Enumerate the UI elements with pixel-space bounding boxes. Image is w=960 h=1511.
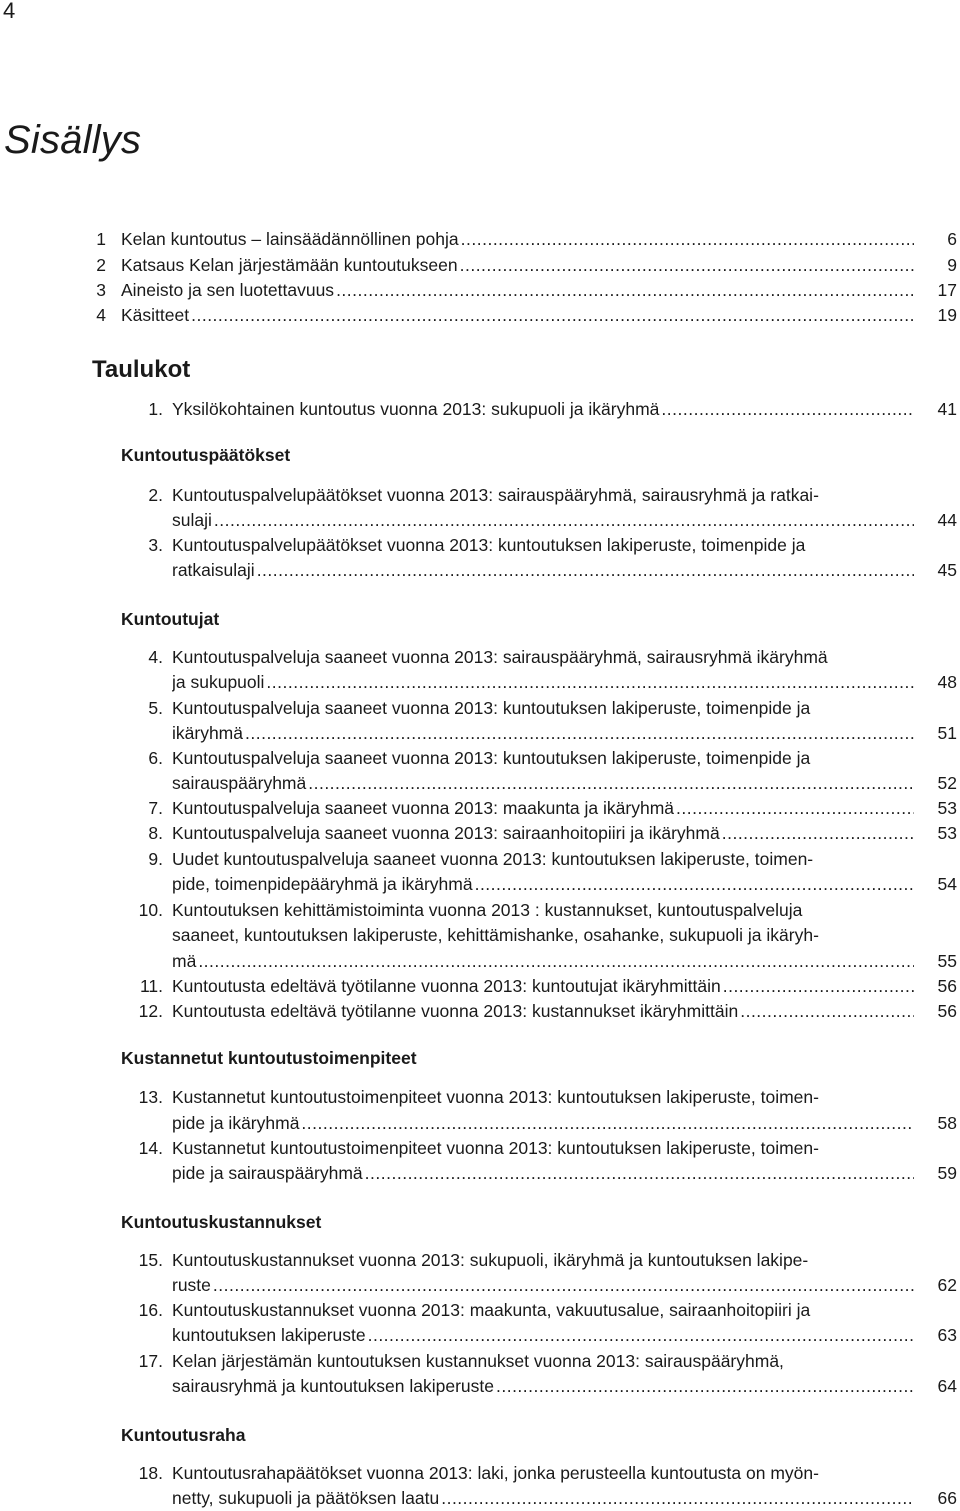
group-heading: Kuntoutuskustannukset <box>121 1212 322 1232</box>
entry-number: 16. <box>138 1300 163 1320</box>
entry-title: Kuntoutuspalveluja saaneet vuonna 2013: kuntoutuksen lakiperuste, toimenpide ja <box>172 698 811 718</box>
entry-page-number: 59 <box>937 1163 957 1183</box>
entry-number: 8. <box>148 823 163 843</box>
dot-leader <box>368 1323 914 1347</box>
toc-table-entry[interactable] <box>0 999 960 1023</box>
entry-title: Aineisto ja sen luotettavuus <box>121 280 335 300</box>
entry-number: 1 <box>96 229 106 249</box>
entry-title-continued: pide ja ikäryhmä <box>172 1113 300 1133</box>
entry-title: Kuntoutuspalveluja saaneet vuonna 2013: kuntoutuksen lakiperuste, toimenpide ja <box>172 748 811 768</box>
entry-number: 4. <box>148 647 163 667</box>
page-title: Sisällys <box>4 118 142 162</box>
entry-number: 2. <box>148 485 163 505</box>
entry-title-continued: sairauspääryhmä <box>172 773 307 793</box>
entry-number: 17. <box>138 1351 163 1371</box>
entry-number: 5. <box>148 698 163 718</box>
group-heading: Kuntoutuspäätökset <box>121 445 291 465</box>
entry-number: 12. <box>138 1001 163 1021</box>
entry-title-continued: kuntoutuksen lakiperuste <box>172 1325 366 1345</box>
group-heading: Kustannetut kuntoutustoimenpiteet <box>121 1048 417 1068</box>
entry-page-number: 63 <box>937 1325 957 1345</box>
toc-table-entry[interactable] <box>0 397 960 421</box>
entry-title: Kuntoutusta edeltävä työtilanne vuonna 2013: kuntoutujat ikäryhmittäin <box>172 976 721 996</box>
entry-title: Yksilökohtainen kuntoutus vuonna 2013: sukupuoli ja ikäryhmä <box>172 399 660 419</box>
entry-number: 14. <box>138 1138 163 1158</box>
entry-page-number: 9 <box>947 255 957 275</box>
entry-title-continued: mä <box>172 951 197 971</box>
entry-title: Kustannetut kuntoutustoimenpiteet vuonna 2013: kuntoutuksen lakiperuste, toimen- <box>172 1138 819 1158</box>
toc-table-entry[interactable] <box>0 796 960 820</box>
dot-leader <box>661 397 914 421</box>
entry-title: Kuntoutuskustannukset vuonna 2013: sukupuoli, ikäryhmä ja kuntoutuksen lakipe- <box>172 1250 809 1270</box>
entry-page-number: 53 <box>937 823 957 843</box>
section-title-tables: Taulukot <box>92 356 191 383</box>
group-heading: Kuntoutusraha <box>121 1425 246 1445</box>
entry-title: Käsitteet <box>121 305 190 325</box>
entry-page-number: 6 <box>947 229 957 249</box>
dot-leader <box>198 949 914 973</box>
entry-title: Kuntoutuspalveluja saaneet vuonna 2013: maakunta ja ikäryhmä <box>172 798 675 818</box>
entry-number: 4 <box>96 305 106 325</box>
dot-leader <box>214 508 914 532</box>
dot-leader <box>475 872 914 896</box>
entry-title: Kelan kuntoutus – lainsäädännöllinen pohja <box>121 229 459 249</box>
dot-leader <box>722 821 914 845</box>
entry-page-number: 19 <box>937 305 957 325</box>
entry-page-number: 66 <box>937 1488 957 1508</box>
dot-leader <box>441 1486 914 1510</box>
entry-title: Kuntoutusta edeltävä työtilanne vuonna 2013: kustannukset ikäryhmittäin <box>172 1001 739 1021</box>
entry-title: Kuntoutuspalvelupäätökset vuonna 2013: sairauspääryhmä, sairausryhmä ja ratkai- <box>172 485 819 505</box>
group-heading: Kuntoutujat <box>121 609 220 629</box>
dot-leader <box>245 721 914 745</box>
page-number: 4 <box>3 0 16 23</box>
entry-page-number: 45 <box>937 560 957 580</box>
dot-leader <box>676 796 914 820</box>
entry-title-continued: pide, toimenpidepääryhmä ja ikäryhmä <box>172 874 473 894</box>
dot-leader <box>365 1161 914 1185</box>
entry-title: Kustannetut kuntoutustoimenpiteet vuonna 2013: kuntoutuksen lakiperuste, toimen- <box>172 1087 819 1107</box>
dot-leader <box>308 771 914 795</box>
dot-leader <box>266 670 914 694</box>
entry-page-number: 54 <box>937 874 957 894</box>
toc-table-entry[interactable] <box>0 974 960 998</box>
entry-page-number: 51 <box>937 723 957 743</box>
entry-page-number: 56 <box>937 976 957 996</box>
entry-page-number: 56 <box>937 1001 957 1021</box>
entry-title-continued: ja sukupuoli <box>172 672 265 692</box>
entry-page-number: 48 <box>937 672 957 692</box>
entry-title: Kuntoutusrahapäätökset vuonna 2013: laki, jonka perusteella kuntoutusta on myön- <box>172 1463 819 1483</box>
entry-title-continued: ikäryhmä <box>172 723 243 743</box>
dot-leader <box>213 1273 914 1297</box>
entry-number: 6. <box>148 748 163 768</box>
entry-title-continued: ruste <box>172 1275 211 1295</box>
entry-number: 9. <box>148 849 163 869</box>
entry-number: 18. <box>138 1463 163 1483</box>
entry-title-continued: pide ja sairauspääryhmä <box>172 1163 363 1183</box>
entry-page-number: 17 <box>937 280 957 300</box>
dot-leader <box>257 558 914 582</box>
dot-leader <box>460 253 914 277</box>
entry-title-continued: saaneet, kuntoutuksen lakiperuste, kehittämishanke, osahanke, sukupuoli ja ikäryh- <box>172 925 819 945</box>
entry-title: Kuntoutuksen kehittämistoiminta vuonna 2013 : kustannukset, kuntoutuspalveluja <box>172 900 803 920</box>
entry-title-continued: sairausryhmä ja kuntoutuksen lakiperuste <box>172 1376 494 1396</box>
entry-title-continued: sulaji <box>172 510 212 530</box>
dot-leader <box>336 278 914 302</box>
toc-table-entry[interactable] <box>0 821 960 845</box>
entry-page-number: 52 <box>937 773 957 793</box>
dot-leader <box>301 1111 914 1135</box>
entry-page-number: 64 <box>937 1376 957 1396</box>
entry-page-number: 53 <box>937 798 957 818</box>
entry-page-number: 55 <box>937 951 957 971</box>
entry-number: 3. <box>148 535 163 555</box>
entry-title: Kuntoutuspalveluja saaneet vuonna 2013: sairauspääryhmä, sairausryhmä ikäryhmä <box>172 647 828 667</box>
entry-number: 2 <box>96 255 106 275</box>
entry-number: 1. <box>148 399 163 419</box>
entry-number: 15. <box>138 1250 163 1270</box>
toc-chapter-entry[interactable] <box>0 278 960 302</box>
dot-leader <box>496 1374 914 1398</box>
entry-title: Kuntoutuspalveluja saaneet vuonna 2013: sairaanhoitopiiri ja ikäryhmä <box>172 823 720 843</box>
entry-number: 13. <box>138 1087 163 1107</box>
entry-title: Kelan järjestämän kuntoutuksen kustannukset vuonna 2013: sairauspääryhmä, <box>172 1351 784 1371</box>
entry-number: 10. <box>138 900 163 920</box>
entry-title-continued: netty, sukupuoli ja päätöksen laatu <box>172 1488 440 1508</box>
dot-leader <box>461 227 914 251</box>
entry-title: Kuntoutuspalvelupäätökset vuonna 2013: kuntoutuksen lakiperuste, toimenpide ja <box>172 535 806 555</box>
entry-title: Uudet kuntoutuspalveluja saaneet vuonna 2013: kuntoutuksen lakiperuste, toimen- <box>172 849 814 869</box>
entry-title: Katsaus Kelan järjestämään kuntoutukseen <box>121 255 458 275</box>
entry-number: 7. <box>148 798 163 818</box>
toc-chapter-entry[interactable] <box>0 303 960 327</box>
entry-title-continued: ratkaisulaji <box>172 560 255 580</box>
toc-chapter-entry[interactable] <box>0 253 960 277</box>
toc-chapter-entry[interactable] <box>0 227 960 251</box>
entry-page-number: 44 <box>937 510 957 530</box>
entry-number: 3 <box>96 280 106 300</box>
entry-page-number: 62 <box>937 1275 957 1295</box>
entry-title: Kuntoutuskustannukset vuonna 2013: maakunta, vakuutusalue, sairaanhoitopiiri ja <box>172 1300 811 1320</box>
dot-leader <box>723 974 914 998</box>
entry-number: 11. <box>139 976 163 996</box>
dot-leader <box>740 999 914 1023</box>
dot-leader <box>191 303 914 327</box>
entry-page-number: 41 <box>937 399 957 419</box>
entry-page-number: 58 <box>937 1113 957 1133</box>
